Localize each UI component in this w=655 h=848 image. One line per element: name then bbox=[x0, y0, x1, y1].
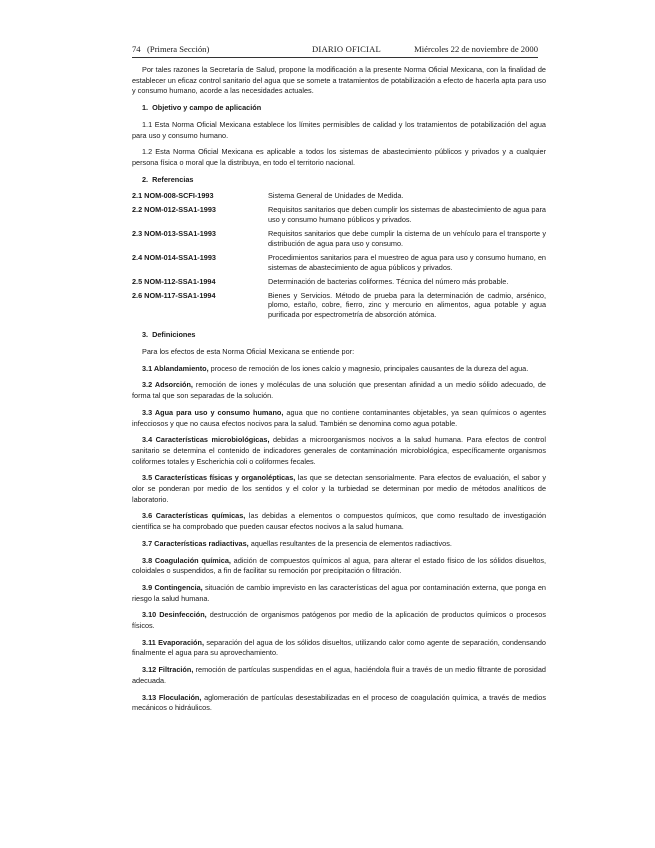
definition-3-11 bbox=[132, 638, 546, 659]
definition-term: 3.11 Evaporación, bbox=[142, 637, 204, 647]
definition-term: 3.2 Adsorción, bbox=[142, 380, 193, 390]
reference-code: 2.4 NOM-014-SSA1-1993 bbox=[132, 252, 216, 262]
definition-3-4 bbox=[132, 435, 546, 467]
reference-code: 2.5 NOM-112-SSA1-1994 bbox=[132, 276, 216, 286]
definition-text: proceso de remoción de los iones calcio y magnesio, principales causantes de la dureza del agua. bbox=[208, 363, 529, 373]
definition-text: aquellas resultantes de la presencia de elementos radiactivos. bbox=[248, 538, 452, 548]
reference-code: 2.1 NOM-008-SCFI-1993 bbox=[132, 191, 214, 201]
reference-text: Requisitos sanitarios que debe cumplir la cisterna de un vehículo para el transporte y distribución de agua para uso y consumo. bbox=[268, 229, 546, 248]
definition-term: 3.12 Filtración, bbox=[142, 665, 194, 675]
definitions-lead: Para los efectos de esta Norma Oficial Mexicana se entiende por: bbox=[142, 347, 355, 356]
definition-term: 3.5 Características físicas y organolépticas, bbox=[142, 473, 296, 483]
paragraph-1-2: 1.2 Esta Norma Oficial Mexicana es aplicable a todos los sistemas de abastecimiento públicos y privados y a cualquier persona física o moral que la distribuya, en todo el territorio nacional. bbox=[132, 147, 546, 167]
references-table bbox=[132, 191, 546, 324]
reference-text: Sistema General de Unidades de Medida. bbox=[268, 191, 404, 201]
definition-term: 3.8 Coagulación química, bbox=[142, 555, 231, 565]
definition-text: aglomeración de partículas desestabilizadas en el proceso de coagulación química, a través de medios mecánicos o hidráulicos. bbox=[132, 692, 546, 713]
definition-text: debidas a microorganismos nocivos a la salud humana. Para efectos de control sanitario se determina el contenido de indicadores generales de contaminación microbiológica, específicamente organismos coliformes totales y Escherichia coli o coliformes fecales. bbox=[132, 435, 546, 466]
section-2-heading bbox=[132, 175, 546, 186]
reference-row bbox=[132, 205, 546, 229]
definition-3-12 bbox=[132, 665, 546, 686]
definition-text: las debidas a elementos o compuestos químicos, que como resultado de investigación científica se ha comprobado que pueden causar efectos nocivos a la salud humana. bbox=[132, 511, 547, 532]
reference-code: 2.2 NOM-012-SSA1-1993 bbox=[132, 205, 216, 215]
definition-text: las que se detectan sensorialmente. Para efectos de evaluación, el sabor y olor se ponderan por medio de los sentidos y el color y la turbiedad se determinan por medio de métodos analíticos de laboratorio. bbox=[132, 473, 547, 504]
page-header bbox=[132, 44, 538, 56]
definition-term: 3.13 Floculación, bbox=[142, 692, 202, 702]
reference-code: 2.6 NOM-117-SSA1-1994 bbox=[132, 290, 216, 300]
section-2-title: Referencias bbox=[152, 174, 194, 184]
section-1-heading bbox=[132, 103, 546, 114]
definition-3-13 bbox=[132, 693, 546, 714]
definition-3-10 bbox=[132, 610, 546, 631]
definition-3-6 bbox=[132, 511, 546, 532]
header-left bbox=[132, 44, 209, 54]
definition-3-5 bbox=[132, 473, 546, 505]
reference-code: 2.3 NOM-013-SSA1-1993 bbox=[132, 229, 216, 239]
definition-term: 3.1 Ablandamiento, bbox=[142, 363, 209, 373]
section-label: (Primera Sección) bbox=[147, 44, 210, 54]
section-3-number: 3. bbox=[142, 330, 149, 340]
reference-row bbox=[132, 291, 546, 325]
definition-text: separación del agua de los sólidos disueltos, utilizando calor como agente de separación, condensando finalmente el agua para su aprovechamiento. bbox=[132, 637, 546, 658]
definition-3-8 bbox=[132, 556, 546, 577]
header-rule bbox=[132, 57, 538, 58]
section-1-title: Objetivo y campo de aplicación bbox=[152, 103, 262, 113]
definition-term: 3.6 Características químicas, bbox=[142, 511, 246, 521]
reference-text: Bienes y Servicios. Método de prueba para la determinación de cadmio, arsénico, plomo, estaño, cobre, fierro, zinc y mercurio en alimentos, agua potable y agua purificada por espectrometría de absorción atómica. bbox=[268, 290, 546, 320]
definition-3-7 bbox=[132, 539, 546, 550]
reference-text: Procedimientos sanitarios para el muestreo de agua para uso y consumo humano, en sistemas de abastecimiento de agua públicos y privados. bbox=[268, 252, 546, 272]
definition-text: adición de compuestos químicos al agua, para alterar el estado físico de los sólidos disueltos, coloidales o suspendidos, a fin de facilitar su remoción por precipitación o filtración. bbox=[132, 555, 546, 576]
page-number: 74 bbox=[132, 44, 141, 54]
definition-3-3 bbox=[132, 408, 546, 429]
page-body bbox=[132, 65, 546, 720]
definition-term: 3.7 Características radiactivas, bbox=[142, 538, 249, 548]
reference-row bbox=[132, 229, 546, 253]
reference-text: Requisitos sanitarios que deben cumplir los sistemas de abastecimiento de agua para uso y consumo humano públicos y privados. bbox=[268, 205, 546, 225]
reference-text: Determinación de bacterias coliformes. Técnica del número más probable. bbox=[268, 276, 509, 286]
intro-paragraph: Por tales razones la Secretaría de Salud, propone la modificación a la presente Norma Oficial Mexicana, con la finalidad de establecer un eficaz control sanitario del agua que se somete a tratamientos de potabilización a efecto de hacerla apta para uso y consumo humano, acorde a las necesidades actuales. bbox=[132, 65, 546, 96]
definition-term: 3.3 Agua para uso y consumo humano, bbox=[142, 407, 284, 417]
definition-3-1 bbox=[132, 364, 546, 375]
section-3-heading bbox=[132, 330, 546, 341]
section-1-number: 1. bbox=[142, 103, 149, 113]
reference-row bbox=[132, 253, 546, 277]
publication-name: DIARIO OFICIAL bbox=[312, 44, 381, 54]
definition-3-2 bbox=[132, 380, 546, 401]
section-2-number: 2. bbox=[142, 174, 149, 184]
definition-text: destrucción de organismos patógenos por medio de la aplicación de productos químicos o procesos físicos. bbox=[132, 610, 546, 631]
reference-row bbox=[132, 277, 546, 291]
definition-term: 3.4 Características microbiológicas, bbox=[142, 435, 270, 445]
section-3-title: Definiciones bbox=[152, 330, 196, 340]
publication-date: Miércoles 22 de noviembre de 2000 bbox=[414, 44, 538, 54]
definition-text: remoción de partículas suspendidas en el agua, haciéndola fluir a través de un medio filtrante de porosidad adecuada. bbox=[132, 665, 546, 685]
definition-text: remoción de iones y moléculas de una solución que presentan afinidad a un medio sólido adecuado, de forma tal que son separadas de la solución. bbox=[132, 380, 546, 401]
reference-row bbox=[132, 191, 546, 205]
definition-term: 3.10 Desinfección, bbox=[142, 610, 207, 620]
definition-3-9 bbox=[132, 583, 546, 604]
definition-text: agua que no contiene contaminantes objetables, ya sean químicos o agentes infecciosos y que no causa efectos nocivos para la salud. También se denomina como agua potable. bbox=[132, 407, 546, 428]
paragraph-1-1: 1.1 Esta Norma Oficial Mexicana establece los límites permisibles de calidad y los tratamientos de potabilización del agua para uso y consumo humano. bbox=[132, 119, 546, 140]
definition-term: 3.9 Contingencia, bbox=[142, 582, 203, 592]
definition-text: situación de cambio imprevisto en las características del agua por contaminación externa, que ponga en riesgo la salud humana. bbox=[132, 582, 546, 603]
